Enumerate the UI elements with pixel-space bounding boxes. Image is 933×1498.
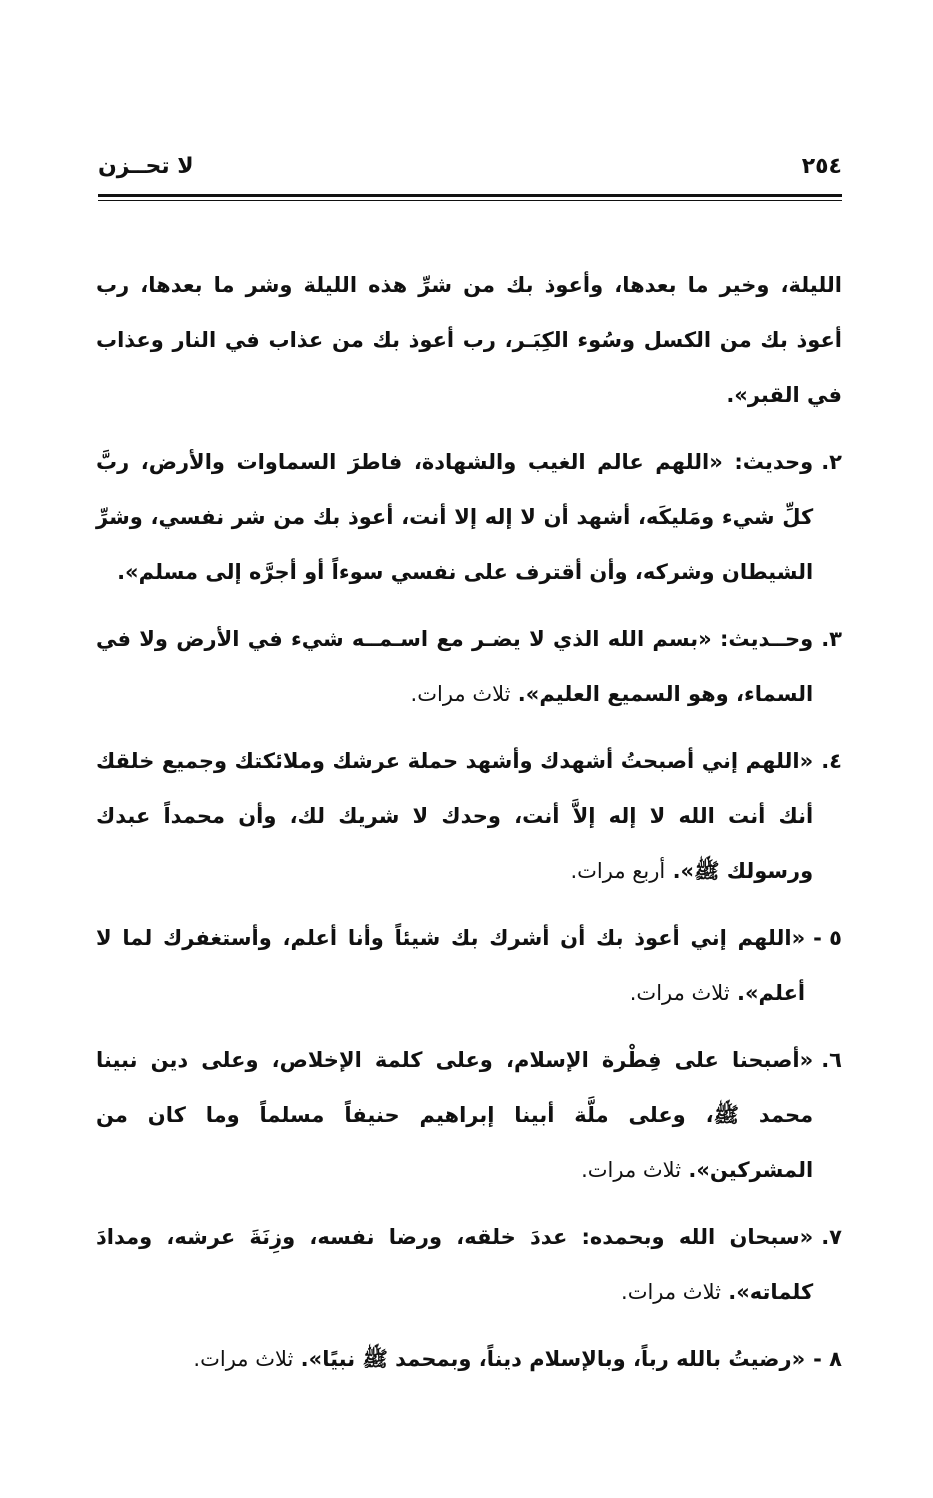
header-rule-thick — [98, 194, 842, 197]
item-number: ٧. — [821, 1225, 842, 1249]
list-item-4 — [96, 734, 842, 899]
item-text — [96, 1332, 805, 1387]
intro-text: الليلة، وخير ما بعدها، وأعوذ بك من شرِّ هذه الليلة وشر ما بعدها، رب أعوذ بك من الكسل وسُوء الكِبَـر، رب أعوذ بك من عذاب في النار وعذاب في القبر». — [96, 273, 842, 407]
item-text — [96, 612, 813, 722]
repeat-note: ثلاث مرات. — [629, 981, 730, 1005]
page-number: ٢٥٤ — [801, 154, 842, 179]
list-item-7 — [96, 1210, 842, 1320]
item-text — [96, 734, 813, 899]
item-text — [96, 911, 805, 1021]
item-number: ٣. — [821, 627, 842, 651]
list-item-3 — [96, 612, 842, 722]
list-item-5 — [96, 911, 842, 1021]
item-text — [96, 1210, 813, 1320]
header-rule-thin — [98, 200, 842, 201]
repeat-note: ثلاث مرات. — [621, 1280, 721, 1304]
intro-paragraph — [96, 258, 842, 423]
list-item-8 — [96, 1332, 842, 1387]
item-body: «رضيتُ بالله رباً، وبالإسلام ديناً، وبمحمد ﷺ نبيًا». — [300, 1347, 806, 1371]
item-number: ٥ - — [813, 926, 842, 950]
repeat-note: أربع مرات. — [570, 859, 666, 883]
item-body: «أصبحنا على فِطْرة الإسلام، وعلى كلمة الإخلاص، وعلى دين نبينا محمد ﷺ، وعلى ملَّة أبينا إبراهيم حنيفاً مسلماً وما كان من المشركين». — [96, 1048, 814, 1182]
page-body — [96, 258, 842, 1399]
item-number: ٤. — [821, 749, 842, 773]
item-body: «اللهم إني أصبحتُ أشهدك وأشهد حملة عرشك وملائكتك وجميع خلقك أنك أنت الله لا إله إلاَّ أنت، وحدك لا شريك لك، وأن محمداً عبدك ورسولك ﷺ». — [96, 749, 814, 883]
repeat-note: ثلاث مرات. — [193, 1347, 294, 1371]
repeat-note: ثلاث مرات. — [410, 682, 511, 706]
item-body: وحــديث: «بسم الله الذي لا يضـر مع اسـمــه شيء في الأرض ولا في السماء، وهو السميع العليم». — [96, 627, 814, 706]
page-header — [98, 150, 842, 194]
item-number: ٦. — [821, 1048, 842, 1072]
item-body: «اللهم إني أعوذ بك أن أشرك بك شيئاً وأنا أعلم، وأستغفرك لما لا أعلم». — [96, 926, 806, 1005]
item-number: ٢. — [821, 450, 842, 474]
list-item-6 — [96, 1033, 842, 1198]
item-number: ٨ - — [813, 1347, 842, 1371]
item-body: «سبحان الله وبحمده: عددَ خلقه، ورضا نفسه، وزِنَةَ عرشه، ومدادَ كلماته». — [96, 1225, 814, 1304]
repeat-note: ثلاث مرات. — [581, 1158, 682, 1182]
running-title: لا تحــزن — [98, 154, 194, 179]
list-item-2 — [96, 435, 842, 600]
item-text — [96, 435, 813, 600]
item-body: وحديث: «اللهم عالم الغيب والشهادة، فاطرَ السماوات والأرض، ربَّ كلِّ شيء ومَليكَه، أشهد أن لا إله إلا أنت، أعوذ بك من شر نفسي، وشرِّ الشيطان وشركه، وأن أقترف على نفسي سوءاً أو أجرَّه إلى مسلم». — [96, 450, 814, 584]
item-text — [96, 1033, 813, 1198]
